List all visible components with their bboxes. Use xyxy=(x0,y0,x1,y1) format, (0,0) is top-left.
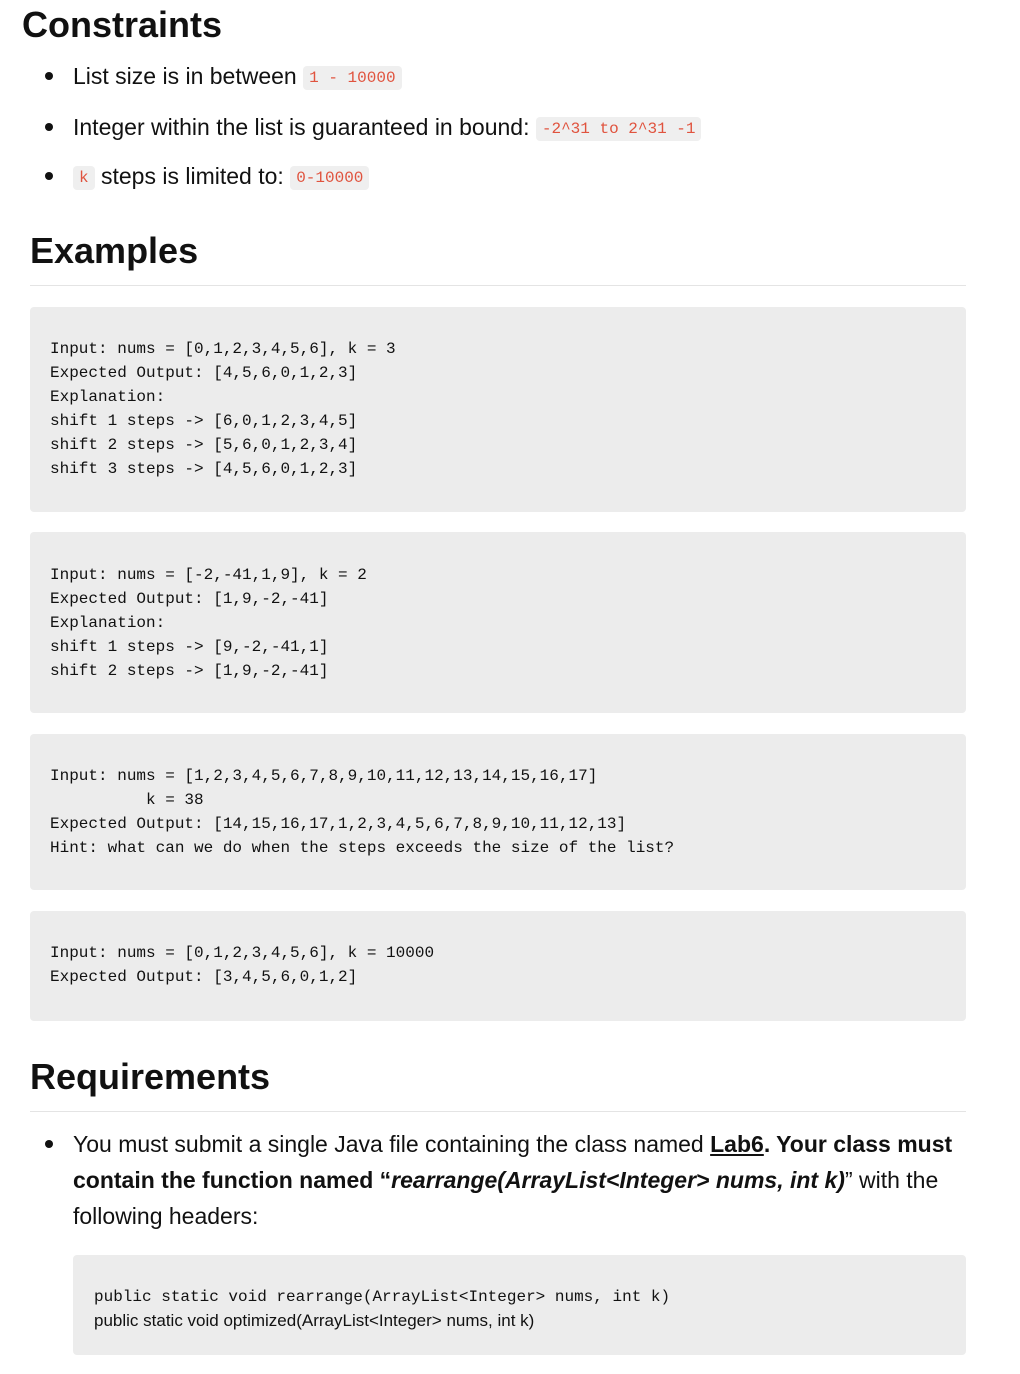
requirement-text: You must submit a single Java file containing the class named xyxy=(73,1131,711,1157)
constraints-heading: Constraints xyxy=(22,4,223,45)
requirement-item xyxy=(73,1126,966,1234)
inline-code-k: k xyxy=(73,166,95,190)
requirements-heading: Requirements xyxy=(30,1056,271,1097)
constraint-text: List size is in between xyxy=(73,63,304,89)
inline-code: -2^31 to 2^31 -1 xyxy=(536,117,702,141)
example-code: Input: nums = [-2,-41,1,9], k = 2 Expected Output: [1,9,-2,-41] Explanation: shift 1 steps -> [9,-2,-41,1] shift 2 steps -> [1,9,-2,-41] xyxy=(50,566,367,680)
requirements-code-block xyxy=(73,1255,966,1355)
example-code-block-2 xyxy=(30,532,966,713)
example-code-block-1 xyxy=(30,307,966,512)
constraint-list-size xyxy=(73,58,402,96)
examples-divider xyxy=(30,285,966,286)
inline-code: 1 - 10000 xyxy=(303,66,401,90)
example-code: Input: nums = [1,2,3,4,5,6,7,8,9,10,11,12,13,14,15,16,17] k = 38 Expected Output: [14,15,16,17,1,2,3,4,5,6,7,8,9,10,11,12,13] Hint: what can we do when the steps exceeds the size of the list? xyxy=(50,767,675,857)
constraint-text: Integer within the list is guaranteed in bound: xyxy=(73,114,536,140)
constraint-k-steps xyxy=(73,158,369,196)
example-code-block-4 xyxy=(30,911,966,1021)
inline-code: 0-10000 xyxy=(290,166,369,190)
class-name: Lab6 xyxy=(710,1131,764,1157)
header-line-rearrange: public static void rearrange(ArrayList<Integer> nums, int k) xyxy=(94,1288,671,1306)
requirement-text: . Your class must contain the function named “ xyxy=(73,1131,953,1193)
requirements-divider xyxy=(30,1111,966,1112)
example-code: Input: nums = [0,1,2,3,4,5,6], k = 10000 Expected Output: [3,4,5,6,0,1,2] xyxy=(50,944,435,986)
constraint-integer-bound xyxy=(73,109,701,147)
examples-heading: Examples xyxy=(30,230,199,271)
function-signature: rearrange(ArrayList<Integer> nums, int k) xyxy=(391,1167,845,1193)
header-line-optimized: public static void optimized(ArrayList<Integer> nums, int k) xyxy=(94,1311,535,1330)
example-code: Input: nums = [0,1,2,3,4,5,6], k = 3 Expected Output: [4,5,6,0,1,2,3] Explanation: shift 1 steps -> [6,0,1,2,3,4,5] shift 2 steps -> [5,6,0,1,2,3,4] shift 3 steps -> [4,5,6,0,1,2,3] xyxy=(50,340,396,478)
example-code-block-3 xyxy=(30,734,966,890)
requirement-text: ” with the following headers: xyxy=(73,1167,939,1229)
constraint-text: steps is limited to: xyxy=(94,163,291,189)
